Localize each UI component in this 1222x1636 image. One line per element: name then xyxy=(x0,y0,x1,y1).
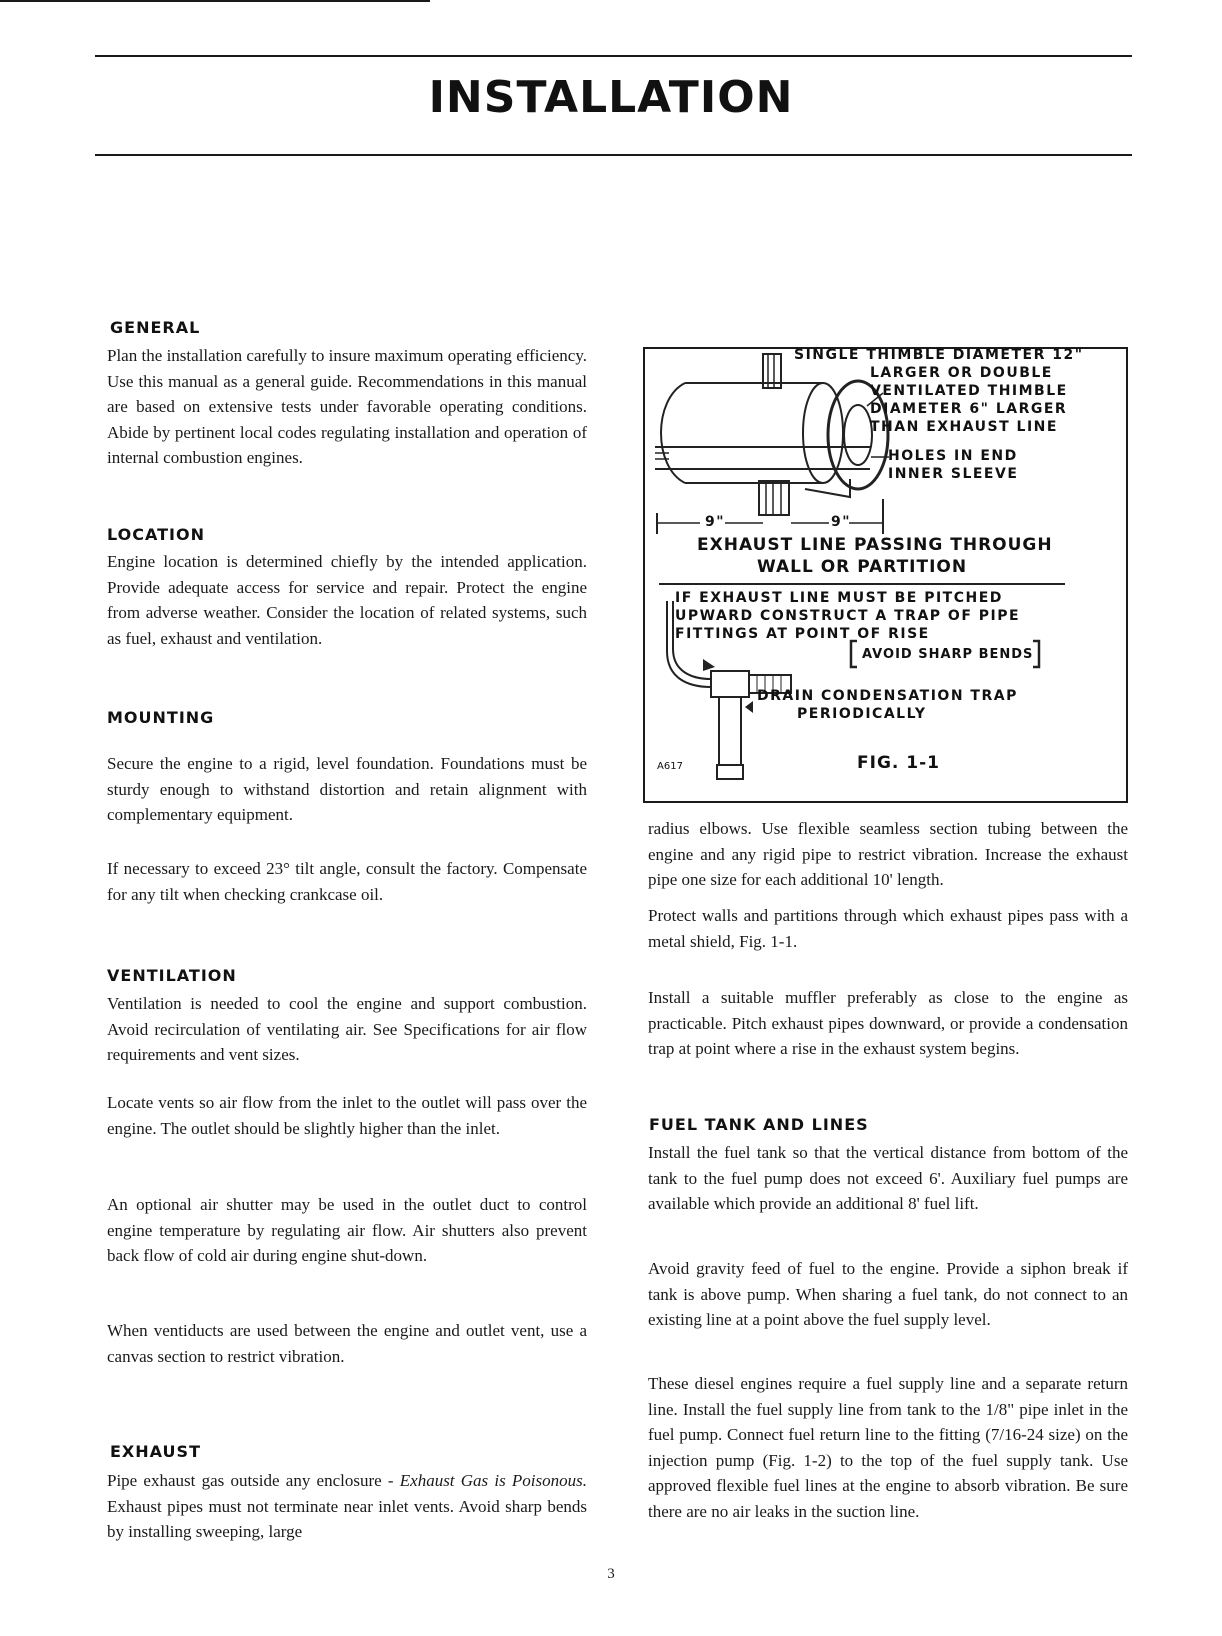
exhaust-heading: EXHAUST xyxy=(110,1442,201,1461)
thimble-callout-line-5: THAN EXHAUST LINE xyxy=(870,419,1058,435)
general-paragraph: Plan the installation carefully to insure maximum operating efficiency. Use this manual as a general guide. Recommendations in this manual are based on extensive tests under favorable operating conditions. Abide by pertinent local codes regulating installation and operation of internal combustion engines. xyxy=(107,346,587,467)
dimension-left: 9" xyxy=(705,514,726,530)
ventilation-heading: VENTILATION xyxy=(107,966,237,985)
exhaust-intro-end: Exhaust pipes must not terminate near inlet vents. Avoid sharp bends by installing sweeping, large xyxy=(107,1496,587,1541)
fuel-heading: FUEL TANK AND LINES xyxy=(649,1115,869,1134)
figure-code: A617 xyxy=(657,761,683,772)
pitch-callout-line-2: UPWARD CONSTRUCT A TRAP OF PIPE xyxy=(675,608,1021,624)
exhaust-warning: Exhaust Gas is Poisonous. xyxy=(399,1471,587,1490)
ventilation-paragraph-4: When ventiducts are used between the engine and outlet vent, use a canvas section to restrict vibration. xyxy=(107,1321,587,1366)
header-rule-top xyxy=(95,55,1132,57)
exhaust-paragraph-shield: Protect walls and partitions through which exhaust pipes pass with a metal shield, Fig. 1-1. xyxy=(648,906,1128,951)
thimble-callout-line-2: LARGER OR DOUBLE xyxy=(870,365,1053,381)
pitch-callout-line-3: FITTINGS AT POINT OF RISE xyxy=(675,626,930,642)
dimension-right: 9" xyxy=(831,514,852,530)
location-heading: LOCATION xyxy=(107,525,205,544)
figure-label: FIG. 1-1 xyxy=(857,753,940,773)
fuel-paragraph-3: These diesel engines require a fuel supply line and a separate return line. Install the fuel supply line from tank to the 1/8" pipe inlet in the fuel pump. Connect fuel return line to the fitting (7/16-24 size) on the injection pump (Fig. 1-2) to the top of the fuel supply tank. Use approved flexible fuel lines at the engine to absorb vibration. Be sure there are no air leaks in the suction line. xyxy=(648,1374,1128,1521)
header-rule-bottom xyxy=(95,154,1132,156)
fuel-paragraph-2: Avoid gravity feed of fuel to the engine. Provide a siphon break if tank is above pump. When sharing a fuel tank, do not connect to an existing line at a point above the fuel supply level. xyxy=(648,1259,1128,1329)
top-edge-rule xyxy=(0,0,430,2)
holes-callout-line-2: INNER SLEEVE xyxy=(888,466,1019,482)
page-title: INSTALLATION xyxy=(428,72,794,123)
drain-callout-line-2: PERIODICALLY xyxy=(797,706,927,722)
thimble-callout-line-1: SINGLE THIMBLE DIAMETER 12" xyxy=(794,347,1084,363)
mounting-paragraph-2: If necessary to exceed 23° tilt angle, consult the factory. Compensate for any tilt when checking crankcase oil. xyxy=(107,859,587,904)
exhaust-intro-start: Pipe exhaust gas outside any enclosure - xyxy=(107,1471,400,1490)
drain-callout-line-1: DRAIN CONDENSATION TRAP xyxy=(757,688,1018,704)
exhaust-continued: radius elbows. Use flexible seamless section tubing between the engine and any rigid pipe to restrict vibration. Increase the exhaust pipe one size for each additional 10' length. xyxy=(648,819,1128,889)
mounting-heading: MOUNTING xyxy=(107,708,215,727)
page-number: 3 xyxy=(607,1566,615,1582)
general-heading: GENERAL xyxy=(110,318,201,337)
ventilation-paragraph-2: Locate vents so air flow from the inlet to the outlet will pass over the engine. The outlet should be slightly higher than the inlet. xyxy=(107,1093,587,1138)
pitch-callout-line-1: IF EXHAUST LINE MUST BE PITCHED xyxy=(675,590,1003,606)
figure-exhaust-wall xyxy=(643,347,1128,803)
ventilation-paragraph-1: Ventilation is needed to cool the engine and support combustion. Avoid recirculation of ventilating air. See Specifications for air flow requirements and vent sizes. xyxy=(107,994,587,1064)
figure-caption-line-2: WALL OR PARTITION xyxy=(757,557,968,577)
exhaust-intro xyxy=(107,1468,587,1545)
thimble-callout-line-4: DIAMETER 6" LARGER xyxy=(870,401,1068,417)
exhaust-paragraph-muffler: Install a suitable muffler preferably as close to the engine as practicable. Pitch exhaust pipes downward, or provide a condensation trap at point where a rise in the exhaust system begins. xyxy=(648,988,1128,1058)
ventilation-paragraph-3: An optional air shutter may be used in the outlet duct to control engine temperature by regulating air flow. Air shutters also prevent back flow of cold air during engine shut-down. xyxy=(107,1195,587,1265)
location-paragraph: Engine location is determined chiefly by the intended application. Provide adequate access for service and repair. Protect the engine from adverse weather. Consider the location of related systems, such as fuel, exhaust and ventilation. xyxy=(107,552,587,648)
avoid-bends-callout: AVOID SHARP BENDS xyxy=(862,647,1034,662)
holes-callout-line-1: HOLES IN END xyxy=(888,448,1018,464)
fuel-paragraph-1: Install the fuel tank so that the vertical distance from bottom of the tank to the fuel pump does not exceed 6'. Auxiliary fuel pumps are available which provide an additional 8' fuel lift. xyxy=(648,1143,1128,1213)
mounting-paragraph-1: Secure the engine to a rigid, level foundation. Foundations must be sturdy enough to withstand distortion and retain alignment with complementary equipment. xyxy=(107,754,587,824)
thimble-callout-line-3: VENTILATED THIMBLE xyxy=(870,383,1068,399)
figure-caption-line-1: EXHAUST LINE PASSING THROUGH xyxy=(697,535,1053,555)
